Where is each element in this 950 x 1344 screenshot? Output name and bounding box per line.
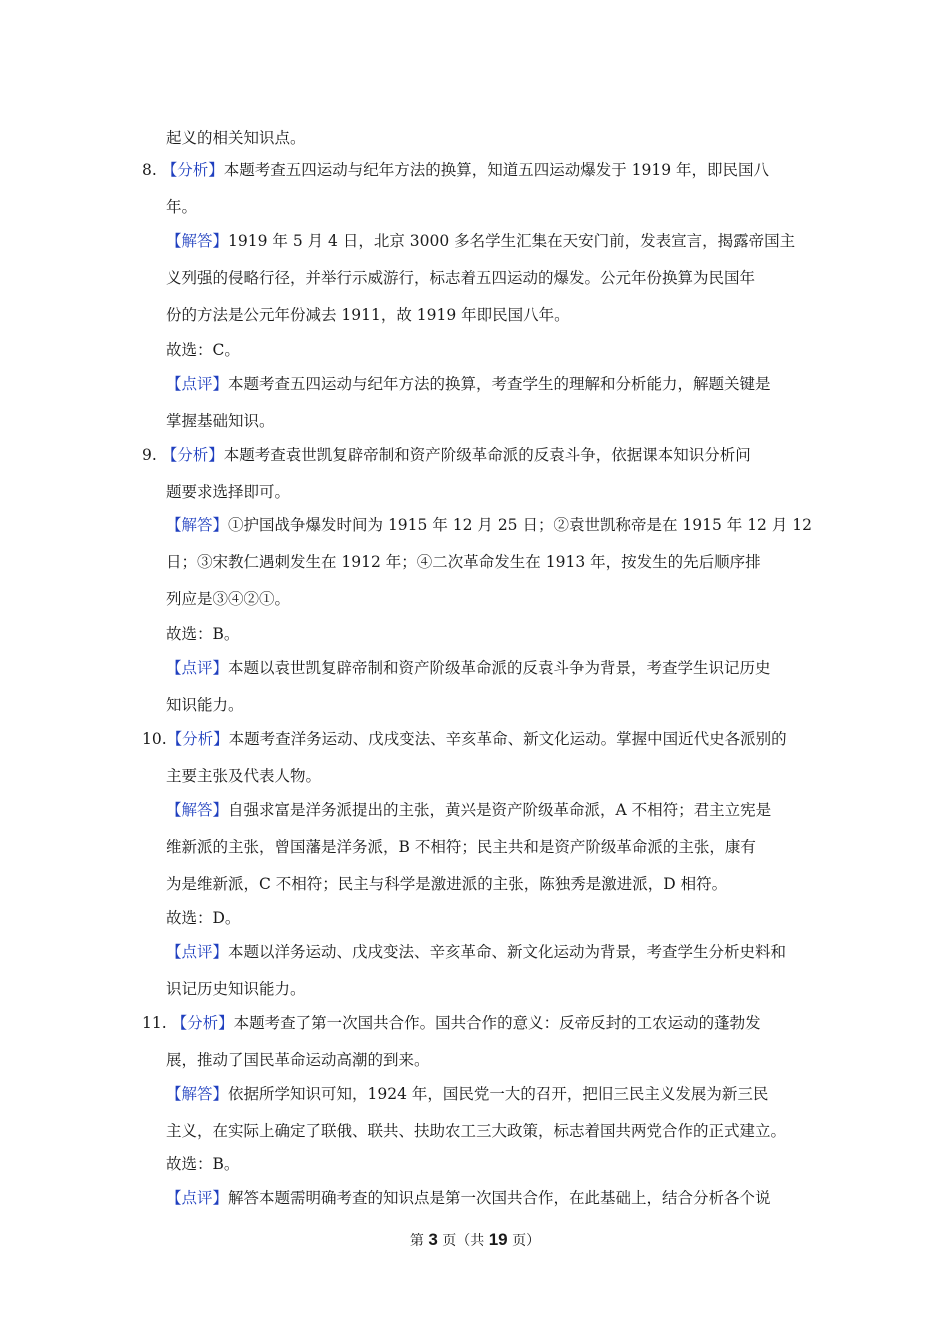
q8-analysis-line1: 8. 【分析】本题考查五四运动与纪年方法的换算，知道五四运动爆发于 1919 年，即民国八 — [142, 161, 770, 179]
question-number: 8. — [142, 161, 157, 179]
q10-answer-line1: 【解答】自强求富是洋务派提出的主张，黄兴是资产阶级革命派，A 不相符；君主立宪是 — [166, 801, 772, 819]
total-pages: 19 — [488, 1230, 508, 1249]
q9-comment-line1: 【点评】本题以袁世凯复辟帝制和资产阶级革命派的反袁斗争为背景，考查学生识记历史 — [166, 659, 771, 677]
analysis-tag: 【分析】 — [166, 730, 229, 748]
q9-answer-line2: 日；③宋教仁遇刺发生在 1912 年；④二次革命发生在 1913 年，按发生的先后顺序排 — [166, 553, 761, 571]
q10-analysis-line1: 10.【分析】本题考查洋务运动、戊戌变法、辛亥革命、新文化运动。掌握中国近代史各派别的 — [142, 730, 787, 748]
q10-answer-line2: 维新派的主张，曾国藩是洋务派，B 不相符；民主共和是资产阶级革命派的主张，康有 — [166, 838, 756, 856]
q11-answer-line1: 【解答】依据所学知识可知，1924 年，国民党一大的召开，把旧三民主义发展为新三民 — [166, 1085, 769, 1103]
analysis-tag: 【分析】 — [171, 1014, 234, 1032]
answer-tag: 【解答】 — [166, 801, 229, 819]
q8-choice: 故选：C。 — [166, 341, 240, 359]
q10-choice: 故选：D。 — [166, 909, 241, 927]
q9-analysis-line2: 题要求选择即可。 — [166, 483, 291, 501]
question-number: 11. — [142, 1014, 167, 1032]
q11-analysis-line2: 展，推动了国民革命运动高潮的到来。 — [166, 1051, 430, 1069]
q8-answer-line1: 【解答】1919 年 5 月 4 日，北京 3000 多名学生汇集在天安门前，发表宣言，揭露帝国主 — [166, 232, 796, 250]
q11-comment-line1: 【点评】解答本题需明确考查的知识点是第一次国共合作，在此基础上，结合分析各个说 — [166, 1189, 771, 1207]
q11-analysis-line1: 11. 【分析】本题考查了第一次国共合作。国共合作的意义：反帝反封的工农运动的蓬勃发 — [142, 1014, 761, 1032]
q11-answer-line2: 主义，在实际上确定了联俄、联共、扶助农工三大政策，标志着国共两党合作的正式建立。 — [166, 1122, 787, 1140]
question-number: 9. — [142, 446, 157, 464]
answer-tag: 【解答】 — [166, 232, 229, 250]
q9-analysis-line1: 9. 【分析】本题考查袁世凯复辟帝制和资产阶级革命派的反袁斗争，依据课本知识分析问 — [142, 446, 751, 464]
analysis-tag: 【分析】 — [161, 446, 224, 464]
comment-tag: 【点评】 — [166, 375, 229, 393]
page-number: 3 — [428, 1230, 438, 1249]
comment-tag: 【点评】 — [166, 659, 229, 677]
q8-answer-line2: 义列强的侵略行径，并举行示威游行，标志着五四运动的爆发。公元年份换算为民国年 — [166, 269, 756, 287]
page-footer: 第 3 页（共 19 页） — [409, 1230, 541, 1249]
q9-choice: 故选：B。 — [166, 625, 240, 643]
comment-tag: 【点评】 — [166, 943, 229, 961]
q10-comment-line2: 识记历史知识能力。 — [166, 980, 306, 998]
comment-tag: 【点评】 — [166, 1189, 229, 1207]
q9-answer-line3: 列应是③④②①。 — [166, 590, 291, 608]
answer-tag: 【解答】 — [166, 516, 229, 534]
q10-answer-line3: 为是维新派，C 不相符；民主与科学是激进派的主张，陈独秀是激进派，D 相符。 — [166, 875, 728, 893]
q9-answer-line1: 【解答】①护国战争爆发时间为 1915 年 12 月 25 日；②袁世凯称帝是在 1915 年 12 月 12 — [166, 516, 812, 534]
analysis-tag: 【分析】 — [161, 161, 224, 179]
q8-analysis-line2: 年。 — [166, 198, 198, 216]
q9-comment-line2: 知识能力。 — [166, 696, 244, 714]
answer-tag: 【解答】 — [166, 1085, 229, 1103]
question-number: 10. — [142, 730, 167, 748]
q8-comment-line1: 【点评】本题考查五四运动与纪年方法的换算，考查学生的理解和分析能力，解题关键是 — [166, 375, 771, 393]
q8-comment-line2: 掌握基础知识。 — [166, 412, 275, 430]
q11-choice: 故选：B。 — [166, 1155, 240, 1173]
q10-analysis-line2: 主要主张及代表人物。 — [166, 767, 322, 785]
q7-tail: 起义的相关知识点。 — [166, 129, 306, 147]
q8-answer-line3: 份的方法是公元年份减去 1911，故 1919 年即民国八年。 — [166, 306, 570, 324]
q10-comment-line1: 【点评】本题以洋务运动、戊戌变法、辛亥革命、新文化运动为背景，考查学生分析史料和 — [166, 943, 787, 961]
